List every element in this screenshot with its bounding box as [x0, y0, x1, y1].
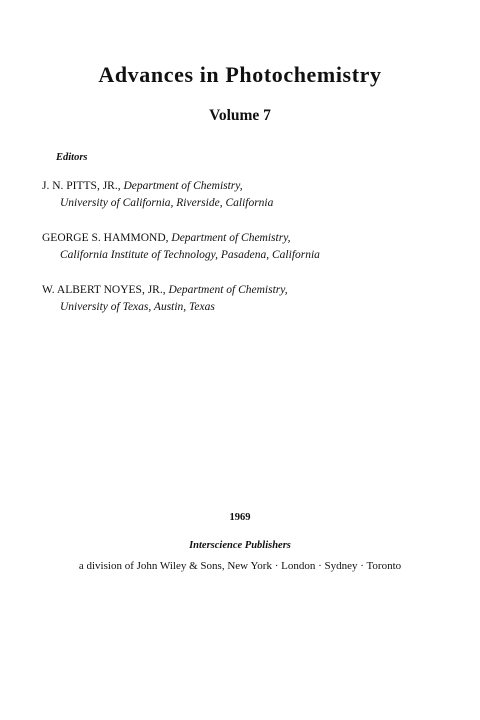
editor-1-institution: University of California, Riverside, California [60, 197, 274, 209]
publisher-name: Interscience Publishers [189, 540, 291, 551]
publication-year: 1969 [229, 512, 251, 523]
publisher-division: a division of John Wiley & Sons, New York · London · Sydney · Toronto [78, 560, 402, 572]
editor-2-institution: California Institute of Technology, Pasadena, California [60, 249, 320, 261]
editor-3-institution: University of Texas, Austin, Texas [60, 301, 215, 313]
editor-3-line [42, 284, 288, 296]
editor-2-department: Department of Chemistry, [171, 232, 291, 244]
editor-2-line [42, 232, 291, 244]
editor-1-line [42, 180, 243, 192]
editor-1-department: Department of Chemistry, [123, 180, 243, 192]
book-title: Advances in Photochemistry [98, 62, 382, 87]
volume-label: Volume 7 [209, 107, 271, 124]
editor-3-name: W. ALBERT NOYES, JR., [42, 284, 166, 296]
editor-1-name: J. N. PITTS, JR., [42, 180, 121, 192]
editor-3-department: Department of Chemistry, [168, 284, 288, 296]
editors-heading: Editors [56, 152, 88, 163]
editor-2-name: GEORGE S. HAMMOND, [42, 232, 169, 244]
